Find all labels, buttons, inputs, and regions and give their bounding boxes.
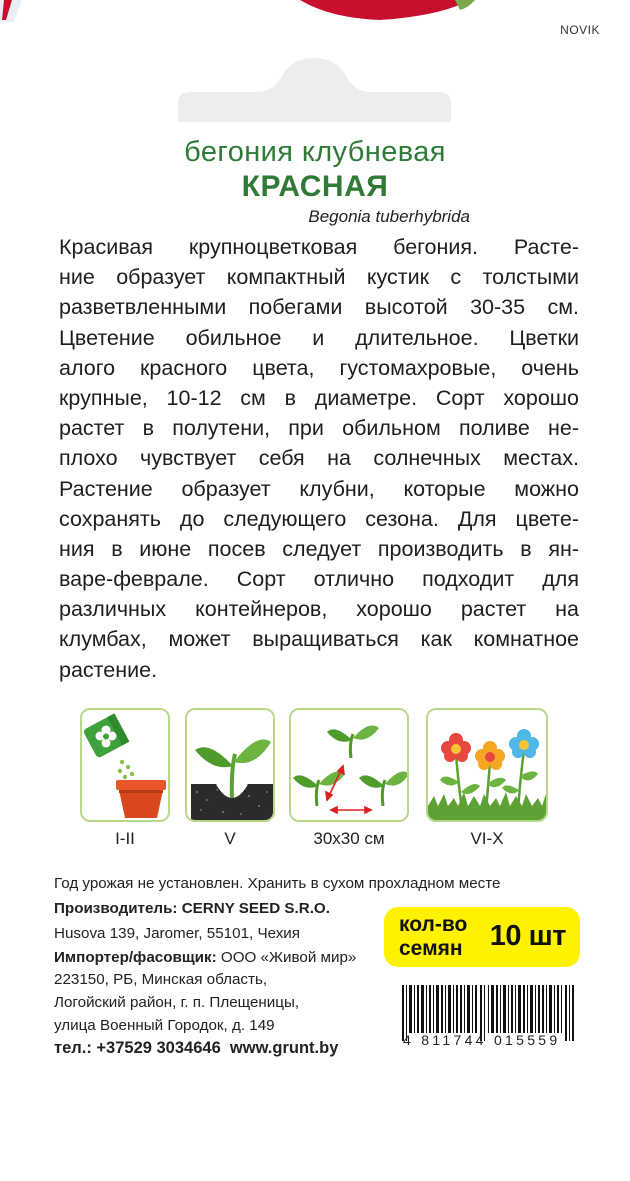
spacing-label: 30x30 см <box>313 829 385 848</box>
description-line: сохранять до следующего сезона. Для цвете- <box>59 506 579 531</box>
producer-address: Husova 139, Jaromer, 55101, Чехия <box>54 925 301 942</box>
sowing-period-label: I-II <box>115 829 135 848</box>
importer-address-line: Логойский район, г. п. Плещеницы, <box>54 994 300 1011</box>
latin-name: Begonia tuberhybrida <box>308 207 470 226</box>
planting-spacing-icon <box>289 708 409 822</box>
description-line: ния в июне посев следует производить в ян- <box>59 536 579 561</box>
description-line: клумбах, может выращиваться как комнатное <box>59 627 579 652</box>
description-line: ние образует компактный кустик с толстыми <box>59 265 579 290</box>
importer-label: Импортер/фасовщик: <box>54 949 217 966</box>
contacts: тел.: +37529 3034646 www.grunt.by <box>54 1039 339 1057</box>
seed-quantity-label: семян <box>399 937 463 960</box>
product-photo-strip <box>0 0 630 22</box>
seed-quantity-badge <box>384 907 580 967</box>
brand-label: NOVIK <box>560 23 600 37</box>
description-line: варе-феврале. Сорт отлично подходит для <box>59 567 579 592</box>
barcode-number: 4 811744 015559 <box>403 1032 561 1048</box>
seed-quantity-value: 10 шт <box>489 920 566 952</box>
transplant-period-label: V <box>224 829 236 848</box>
importer-name: ООО «Живой мир» <box>216 949 357 966</box>
sowing-pot-icon <box>80 708 170 822</box>
product-title-variety: КРАСНАЯ <box>241 170 389 203</box>
seed-quantity-label: кол-во <box>399 913 468 936</box>
description-line: различных контейнеров, хорошо растет на <box>59 597 579 622</box>
description-line: Цветение обильное и длительное. Цветки <box>59 325 579 350</box>
product-title-type: бегония клубневая <box>184 136 446 168</box>
hang-hole <box>178 54 451 122</box>
flowering-icon <box>426 708 548 822</box>
description <box>59 232 579 685</box>
seedling-transplant-icon <box>185 708 275 822</box>
description-line: растет в полутени, при обильном поливе не- <box>59 416 579 441</box>
importer-address-line: 223150, РБ, Минская область, <box>54 971 268 988</box>
flowering-period-label: VI-X <box>470 829 504 848</box>
importer-address-line: улица Военный Городок, д. 149 <box>54 1017 275 1034</box>
description-line: алого красного цвета, густомахровые, очень <box>59 355 579 380</box>
storage-note: Год урожая не установлен. Хранить в сухом прохладном месте <box>54 875 501 892</box>
producer: Производитель: CERNY SEED S.R.O. <box>54 900 330 917</box>
description-line: растение. <box>59 657 158 682</box>
description-line: разветвленными побегами высотой 30-35 см. <box>59 295 579 320</box>
description-line: Красивая крупноцветковая бегония. Расте- <box>59 235 579 259</box>
importer <box>54 949 356 966</box>
description-line: крупные, 10-12 см в диаметре. Сорт хорошо <box>59 385 579 410</box>
description-line: плохо чувствует себя на солнечных местах. <box>59 446 579 471</box>
description-line: Растение образует клубни, которые можно <box>59 476 579 501</box>
